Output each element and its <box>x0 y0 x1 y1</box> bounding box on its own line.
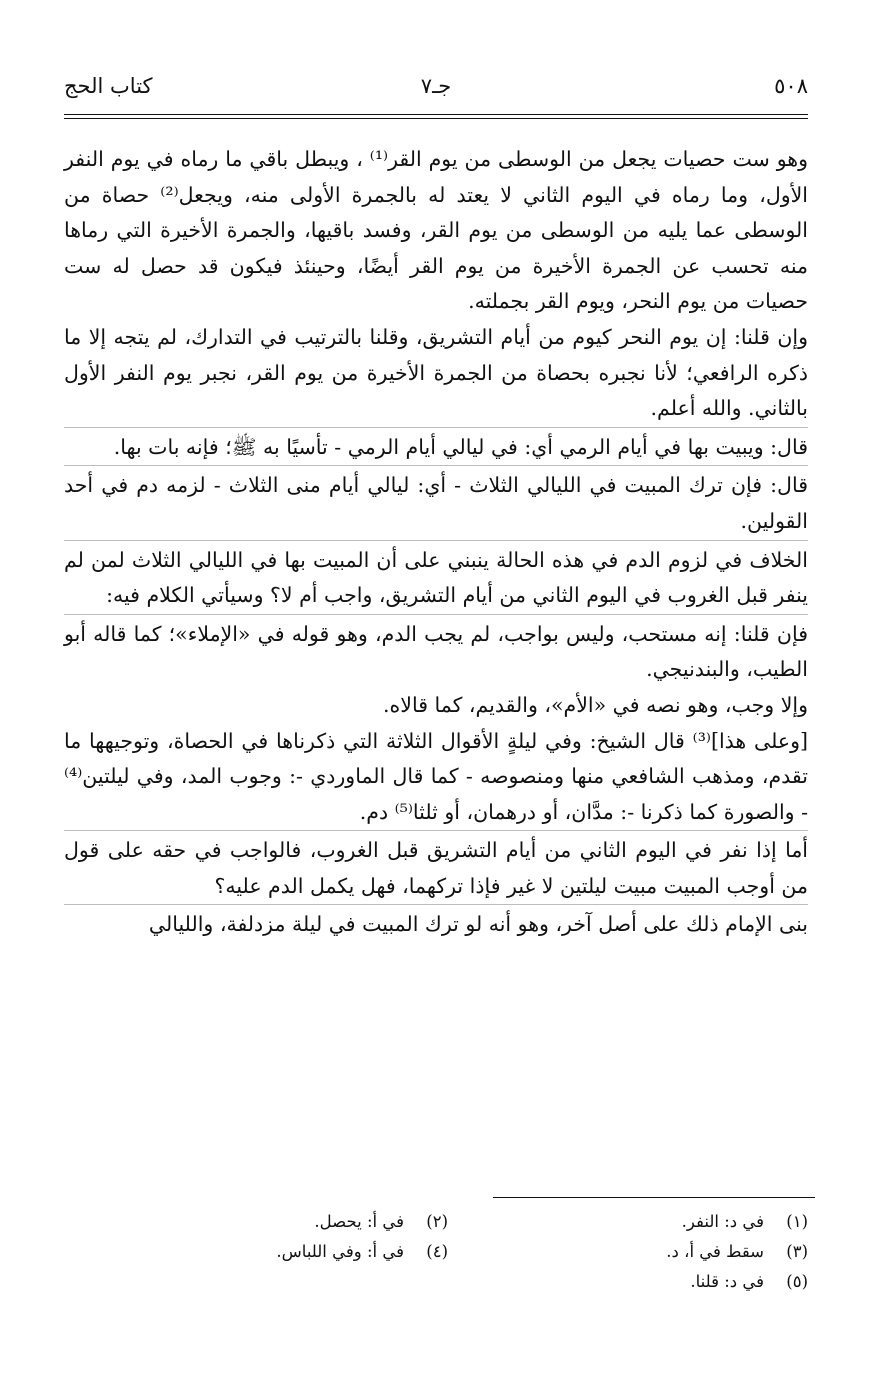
running-header <box>64 72 808 104</box>
header-rule-thin <box>64 118 808 119</box>
footnote-1-text: في د: النفر. <box>681 1212 764 1231</box>
paragraph-10: بنى الإمام ذلك على أصل آخر، وهو أنه لو ترك المبيت في ليلة مزدلفة، والليالي <box>64 904 808 943</box>
footnote-rule <box>493 1197 815 1198</box>
footnote-4-number: (٤) <box>426 1242 448 1261</box>
footnote-2 <box>314 1210 448 1234</box>
footnote-4-text: في أ: وفي اللباس. <box>276 1242 404 1261</box>
volume-label: جـ٧ <box>420 74 452 98</box>
footnote-5-text: في د: قلنا. <box>690 1272 764 1291</box>
book-title: كتاب الحج <box>64 74 153 98</box>
footnote-3-number: (٣) <box>786 1242 808 1261</box>
footnote-4 <box>276 1240 448 1264</box>
paragraph-5: الخلاف في لزوم الدم في هذه الحالة ينبني على أن المبيت بها في الليالي الثلاث لمن لم ينفر قبل الغروب في اليوم الثاني من أيام التشريق، واجب أم لا؟ وسيأتي الكلام فيه: <box>64 540 808 614</box>
footnote-5-number: (٥) <box>786 1272 808 1291</box>
paragraph-9: أما إذا نفر في اليوم الثاني من أيام التشريق قبل الغروب، فالواجب في حقه على قول من أوجب المبيت مبيت ليلتين لا غير فإذا تركهما، فهل يكمل الدم عليه؟ <box>64 830 808 904</box>
paragraph-6: فإن قلنا: إنه مستحب، وليس بواجب، لم يجب الدم، وهو قوله في «الإملاء»؛ كما قاله أبو الطيب، والبندنيجي. <box>64 614 808 688</box>
footnote-1 <box>682 1210 808 1234</box>
paragraph-2: وإن قلنا: إن يوم النحر كيوم من أيام التشريق، وقلنا بالترتيب في التدارك، لم يتجه إلا ما ذكره الرافعي؛ لأنا نجبره بحصاة من الجمرة الأخيرة من يوم القر، نجبر يوم النفر الأول بالثاني. والله أعلم. <box>64 324 808 421</box>
footnote-5 <box>690 1270 808 1294</box>
header-rule <box>64 114 808 115</box>
footnote-2-text: في أ: يحصل. <box>314 1212 404 1231</box>
paragraph-7: وإلا وجب، وهو نصه في «الأم»، والقديم، كما قالاه. <box>383 692 808 717</box>
paragraph-4: قال: فإن ترك المبيت في الليالي الثلاث - أي: ليالي أيام منى الثلاث - لزمه دم في أحد القولين. <box>64 465 808 539</box>
footnote-2-number: (٢) <box>426 1212 448 1231</box>
paragraph-1: وهو ست حصيات يجعل من الوسطى من يوم القر⁽¹⁾ ، ويبطل باقي ما رماه في يوم النفر الأول، وما رماه في اليوم الثاني لا يعتد له بالجمرة الأولى منه، ويجعل⁽²⁾ حصاة من الوسطى عما يليه من الوسطى من يوم القر، وفسد باقيها، والجمرة الأخيرة التي رماها منه تحسب عن الجمرة الأخيرة من يوم القر أيضًا، وحينئذ فيكون قد حصل له ست حصيات من يوم النحر، ويوم القر بجملته. <box>64 147 809 314</box>
paragraph-3: قال: ويبيت بها في أيام الرمي أي: في ليالي أيام الرمي - تأسيًا به ﷺ؛ فإنه بات بها. <box>64 427 808 466</box>
footnote-3 <box>666 1240 808 1264</box>
page-number: ٥٠٨ <box>774 74 808 98</box>
footnote-1-number: (١) <box>786 1212 808 1231</box>
footnote-3-text: سقط في أ، د. <box>666 1242 764 1261</box>
paragraph-8: [وعلى هذا]⁽³⁾ قال الشيخ: وفي ليلةٍ الأقوال الثلاثة التي ذكرناها في الحصاة، وتوجيهها ما تقدم، ومذهب الشافعي منها ومنصوصه - كما قال الماوردي -: وجوب المد، وفي ليلتين⁽⁴⁾ - والصورة كما ذكرنا -: مدَّان، أو درهمان، أو ثلثا⁽⁵⁾ دم. <box>64 728 808 824</box>
main-text <box>64 142 808 943</box>
